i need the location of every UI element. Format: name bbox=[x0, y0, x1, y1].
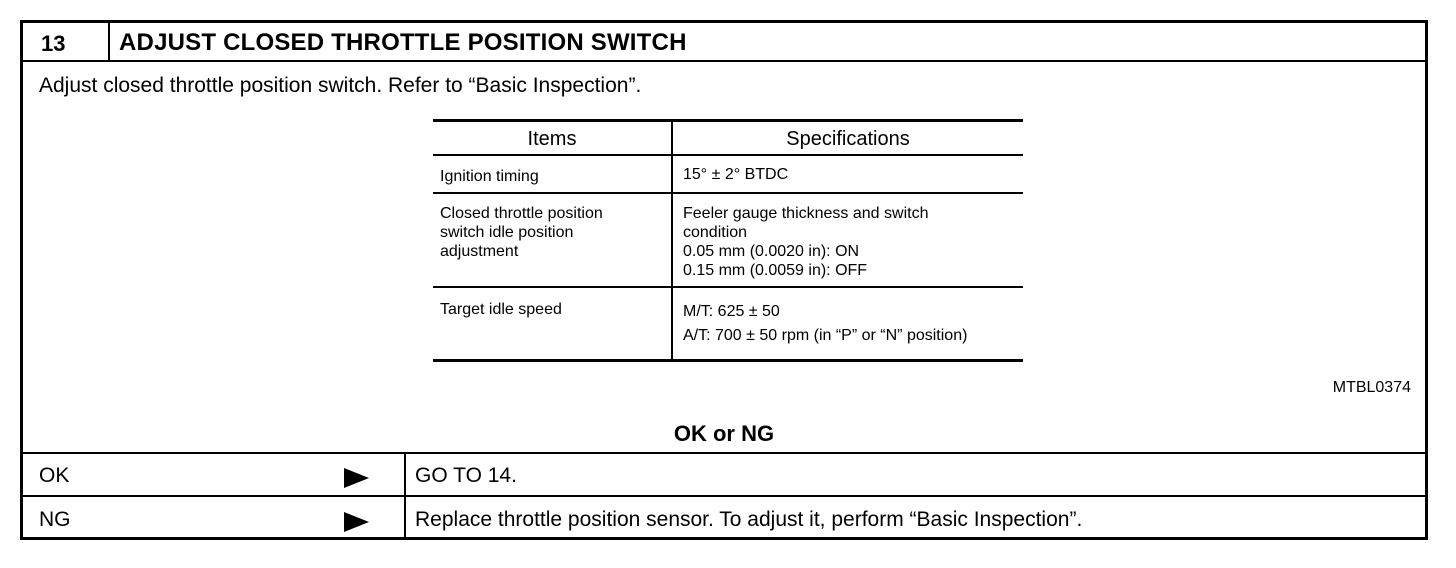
spec-row-rule bbox=[433, 286, 1023, 288]
spec-header-specifications: Specifications bbox=[786, 128, 910, 150]
spec-header-items: Items bbox=[527, 128, 577, 150]
header-divider bbox=[108, 23, 110, 61]
result-top-rule bbox=[23, 452, 1425, 454]
header-rule bbox=[23, 60, 1425, 62]
spec-row-rule bbox=[433, 192, 1023, 194]
spec-table bbox=[433, 119, 1023, 363]
result-row-rule bbox=[23, 495, 1425, 497]
step-title: ADJUST CLOSED THROTTLE POSITION SWITCH bbox=[119, 29, 687, 56]
right-arrow-icon bbox=[344, 512, 369, 532]
result-label-ok: OK bbox=[39, 464, 70, 487]
spec-item-ignition-timing: Ignition timing bbox=[440, 168, 539, 185]
result-heading: OK or NG bbox=[673, 421, 775, 446]
spec-value-closed-throttle-switch: Feeler gauge thickness and switch condition 0.05 mm (0.0020 in): ON 0.15 mm (0.0059 in): OFF bbox=[683, 205, 929, 279]
spec-table-bottom-rule bbox=[433, 359, 1023, 362]
result-label-ng: NG bbox=[39, 508, 71, 531]
spec-table-top-rule bbox=[433, 119, 1023, 122]
spec-value-target-idle-speed: M/T: 625 ± 50 A/T: 700 ± 50 rpm (in “P” or “N” position) bbox=[683, 303, 968, 344]
spec-item-closed-throttle-switch: Closed throttle position switch idle position adjustment bbox=[440, 205, 603, 260]
result-action-ng: Replace throttle position sensor. To adjust it, perform “Basic Inspection”. bbox=[415, 508, 1083, 531]
table-code: MTBL0374 bbox=[1332, 379, 1411, 396]
result-action-ok: GO TO 14. bbox=[415, 464, 517, 487]
step-number: 13 bbox=[41, 31, 66, 56]
instruction-text: Adjust closed throttle position switch. Refer to “Basic Inspection”. bbox=[39, 74, 642, 97]
right-arrow-icon bbox=[344, 468, 369, 488]
spec-item-target-idle-speed: Target idle speed bbox=[440, 301, 562, 318]
spec-value-ignition-timing: 15° ± 2° BTDC bbox=[683, 166, 789, 183]
spec-header-rule bbox=[433, 154, 1023, 156]
diagnostic-step-frame bbox=[20, 20, 1428, 540]
